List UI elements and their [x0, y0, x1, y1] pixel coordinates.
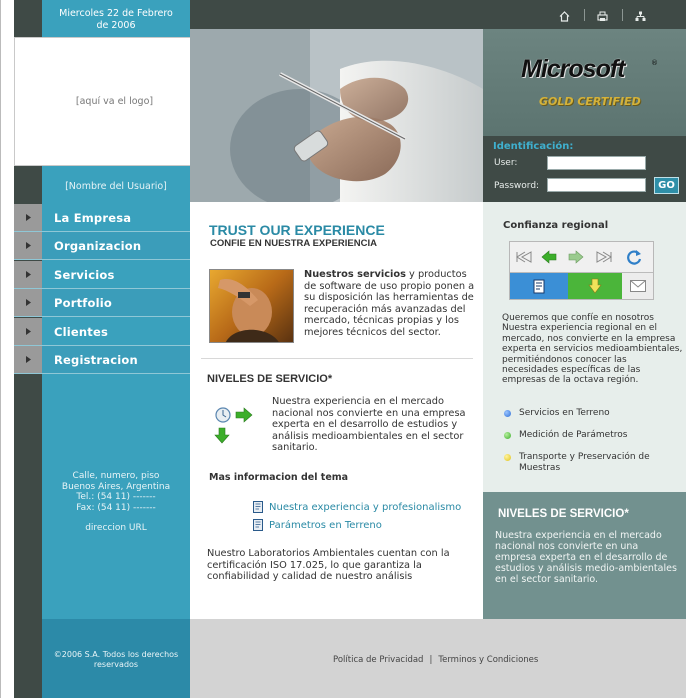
login-title: Identificación:: [493, 141, 574, 152]
logo-placeholder-text: [aquí va el logo]: [75, 96, 154, 107]
bullet-transporte-muestras[interactable]: [504, 452, 674, 473]
login-panel: [483, 136, 686, 202]
user-input[interactable]: [547, 156, 646, 170]
last-icon[interactable]: [595, 251, 613, 263]
bullet-green-icon: [504, 432, 511, 439]
bullet-label: Medición de Parámetros: [519, 430, 628, 440]
nav-arrow-icon: [14, 346, 42, 373]
side-levels-title: NIVELES DE SERVICIO*: [498, 508, 629, 520]
closing-paragraph: Nuestro Laboratorios Ambientales cuentan con la certificación ISO 17.025, lo que garantiza la confiabilidad y calidad de nuestro análisis: [207, 548, 450, 582]
levels-icon: [212, 404, 256, 446]
forward-arrow-icon[interactable]: [568, 250, 584, 264]
password-label: Password:: [494, 181, 540, 191]
bullet-medicion-parametros[interactable]: [504, 430, 674, 441]
hero-image: [190, 29, 483, 202]
sitemap-icon[interactable]: [634, 10, 646, 22]
nav-item-label: Organizacion: [42, 232, 190, 259]
address-line: Calle, numero, piso: [72, 471, 160, 481]
widget-doc-cell[interactable]: [510, 273, 568, 299]
link-experiencia[interactable]: [253, 501, 461, 513]
left-strip-footer: [14, 619, 42, 698]
services-photo: [209, 269, 294, 343]
bullet-yellow-icon: [504, 454, 511, 461]
contact-address: [42, 471, 190, 534]
home-icon[interactable]: [558, 10, 570, 22]
mail-icon: [630, 280, 646, 292]
nav-item-organizacion[interactable]: [14, 232, 190, 260]
nav-item-label: La Empresa: [42, 204, 190, 231]
nav-item-servicios[interactable]: [14, 261, 190, 289]
nav-arrow-icon: [14, 204, 42, 231]
link-parametros[interactable]: [253, 519, 382, 531]
nav-item-la-empresa[interactable]: [14, 204, 190, 232]
address-fax: Fax: (54 11) -------: [76, 502, 156, 513]
footer: [190, 619, 686, 698]
nav-arrow-icon: [14, 289, 42, 316]
top-header-bar: [190, 0, 686, 29]
levels-paragraph: Nuestra experiencia en el mercado nacional nos convierte en una empresa experta en el desarrollo de estudios y análisis medioambientales en el sector sanitario.: [272, 396, 466, 453]
side-levels-text: Nuestra experiencia en el mercado nacional nos convierte en una empresa experta en el desarrollo de estudios y análisis medio-ambientales en el sector sanitario.: [495, 530, 677, 585]
nav-item-registracion[interactable]: [14, 346, 190, 374]
more-info-title: Mas informacion del tema: [209, 472, 349, 483]
document-icon: [533, 279, 545, 294]
address-line: Buenos Aires, Argentina: [61, 481, 171, 492]
bullet-blue-icon: [504, 410, 511, 417]
media-widget: [509, 241, 654, 300]
document-icon: [253, 519, 263, 531]
nav-item-clientes[interactable]: [14, 318, 190, 346]
user-label: User:: [494, 158, 518, 168]
nav-item-label: Portfolio: [42, 289, 190, 316]
bullet-label: Transporte y Preservación de Muestras: [519, 452, 650, 473]
confianza-text: Queremos que confíe en nosotros Nuestra experiencia regional en el mercado, nos convierte en la empresa experta en servicios medioambientales, permitiéndonos conocer las necesidades específicas de las empresas de la octava región.: [502, 313, 683, 386]
widget-toolbar: [510, 242, 653, 273]
privacy-link[interactable]: Política de Privacidad: [333, 655, 424, 665]
content-divider: [201, 358, 473, 359]
registered-mark: ®: [651, 59, 658, 67]
nav-arrow-icon: [14, 261, 42, 288]
first-icon[interactable]: [515, 251, 533, 263]
header-separator: [584, 9, 585, 21]
trust-title: TRUST OUR EXPERIENCE: [209, 222, 385, 238]
logo-placeholder: [14, 37, 215, 166]
print-icon[interactable]: [596, 10, 608, 22]
services-bold: Nuestros servicios: [304, 269, 406, 280]
username-display: [Nombre del Usuario]: [65, 181, 167, 192]
trust-subtitle: CONFIE EN NUESTRA EXPERIENCIA: [210, 238, 377, 249]
footer-links: [333, 655, 538, 665]
nav-item-label: Servicios: [42, 261, 190, 288]
back-arrow-icon[interactable]: [541, 250, 557, 264]
partner-badge: [483, 29, 686, 136]
date-display: Miercoles 22 de Febrero de 2006: [59, 8, 173, 31]
services-paragraph: [304, 269, 476, 338]
hero-illustration: [190, 29, 483, 202]
microsoft-logo: Microsoft: [521, 55, 625, 83]
bullet-servicios-terreno[interactable]: [504, 408, 674, 419]
widget-down-cell[interactable]: [568, 273, 622, 299]
address-url[interactable]: direccion URL: [85, 523, 147, 533]
nav-arrow-icon: [14, 232, 42, 259]
confianza-panel: [483, 202, 686, 492]
right-edge: [686, 0, 700, 698]
nav-item-portfolio[interactable]: [14, 289, 190, 317]
nav-arrow-icon: [14, 318, 42, 345]
refresh-icon[interactable]: [625, 248, 643, 266]
document-icon: [253, 501, 263, 513]
link-label: Nuestra experiencia y profesionalismo: [269, 501, 462, 513]
nav-item-label: Registracion: [42, 346, 190, 373]
widget-mail-cell[interactable]: [622, 273, 653, 299]
address-tel: Tel.: (54 11) -------: [76, 492, 156, 502]
gold-certified-badge: GOLD CERTIFIED: [539, 95, 641, 108]
footer-separator: |: [429, 655, 433, 665]
levels-title: NIVELES DE SERVICIO*: [207, 373, 333, 385]
header-separator: [622, 9, 623, 21]
down-arrow-icon: [588, 278, 602, 294]
copyright-text: ©2006 S.A. Todos los derechos reservados: [53, 650, 179, 669]
bullet-label: Servicios en Terreno: [519, 408, 610, 418]
confianza-title: Confianza regional: [503, 220, 609, 231]
nav-item-label: Clientes: [42, 318, 190, 345]
password-input[interactable]: [547, 178, 646, 192]
terms-link[interactable]: Terminos y Condiciones: [438, 655, 539, 665]
go-button[interactable]: GO: [654, 177, 679, 194]
services-text: y productos de software de uso propio ponen a su disposición las herramientas de recuperación más avanzadas del mercado, técnicas propias y los mejores técnicos del sector.: [304, 269, 475, 338]
link-label: Parámetros en Terreno: [269, 519, 382, 531]
levels-side-panel: [483, 492, 686, 619]
